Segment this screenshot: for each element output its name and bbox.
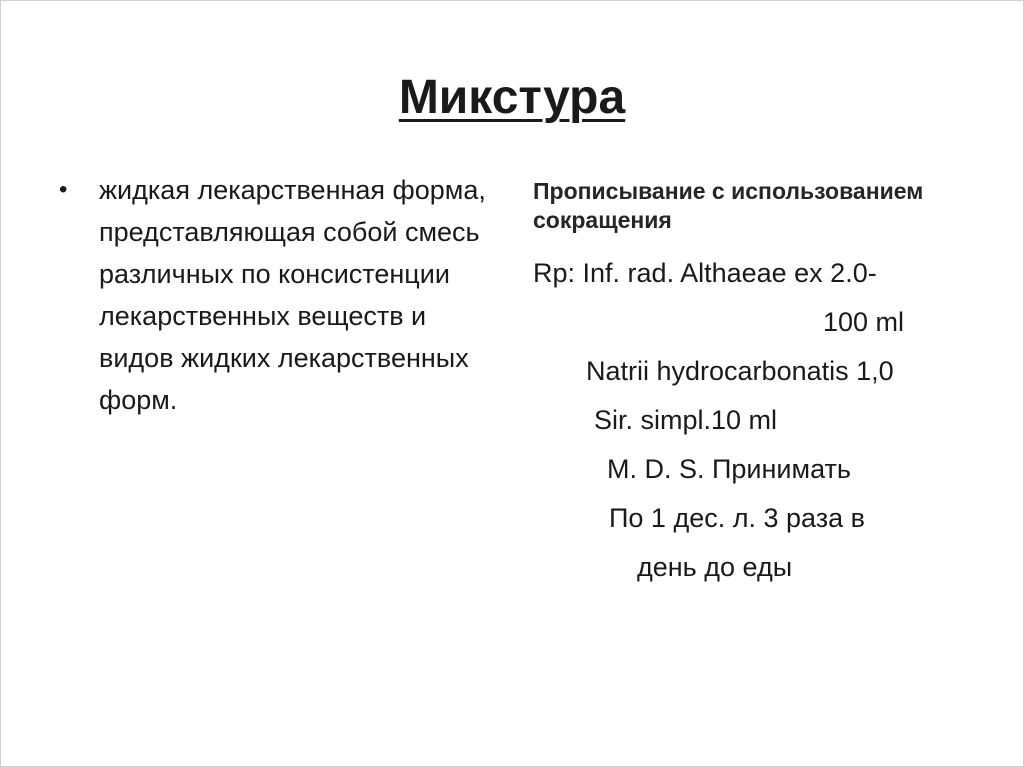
definition-column: [59, 169, 499, 421]
definition-text: жидкая лекарственная форма, представляющая собой смесь различных по консистенции лекарственных веществ и видов жидких лекарственных форм.: [99, 175, 486, 415]
definition-bullet-item: [59, 169, 499, 421]
prescription-line: Natrii hydrocarbonatis 1,0: [586, 356, 894, 386]
slide-title-text: Микстура: [398, 71, 626, 124]
slide-title: [1, 63, 1023, 133]
prescription-heading: Прописывание с использованием сокращения: [533, 178, 924, 233]
prescription-column: [533, 177, 1003, 235]
prescription-line: день до еды: [637, 552, 793, 582]
prescription-line: Sir. simpl.10 ml: [594, 405, 778, 435]
prescription-line: По 1 дес. л. 3 раза в: [609, 503, 865, 533]
prescription-line: Rp: Inf. rad. Althaeae ex 2.0-: [533, 258, 877, 288]
prescription-line: 100 ml: [823, 307, 905, 337]
prescription-line: M. D. S. Принимать: [607, 454, 851, 484]
bullet-icon: •: [59, 176, 68, 203]
